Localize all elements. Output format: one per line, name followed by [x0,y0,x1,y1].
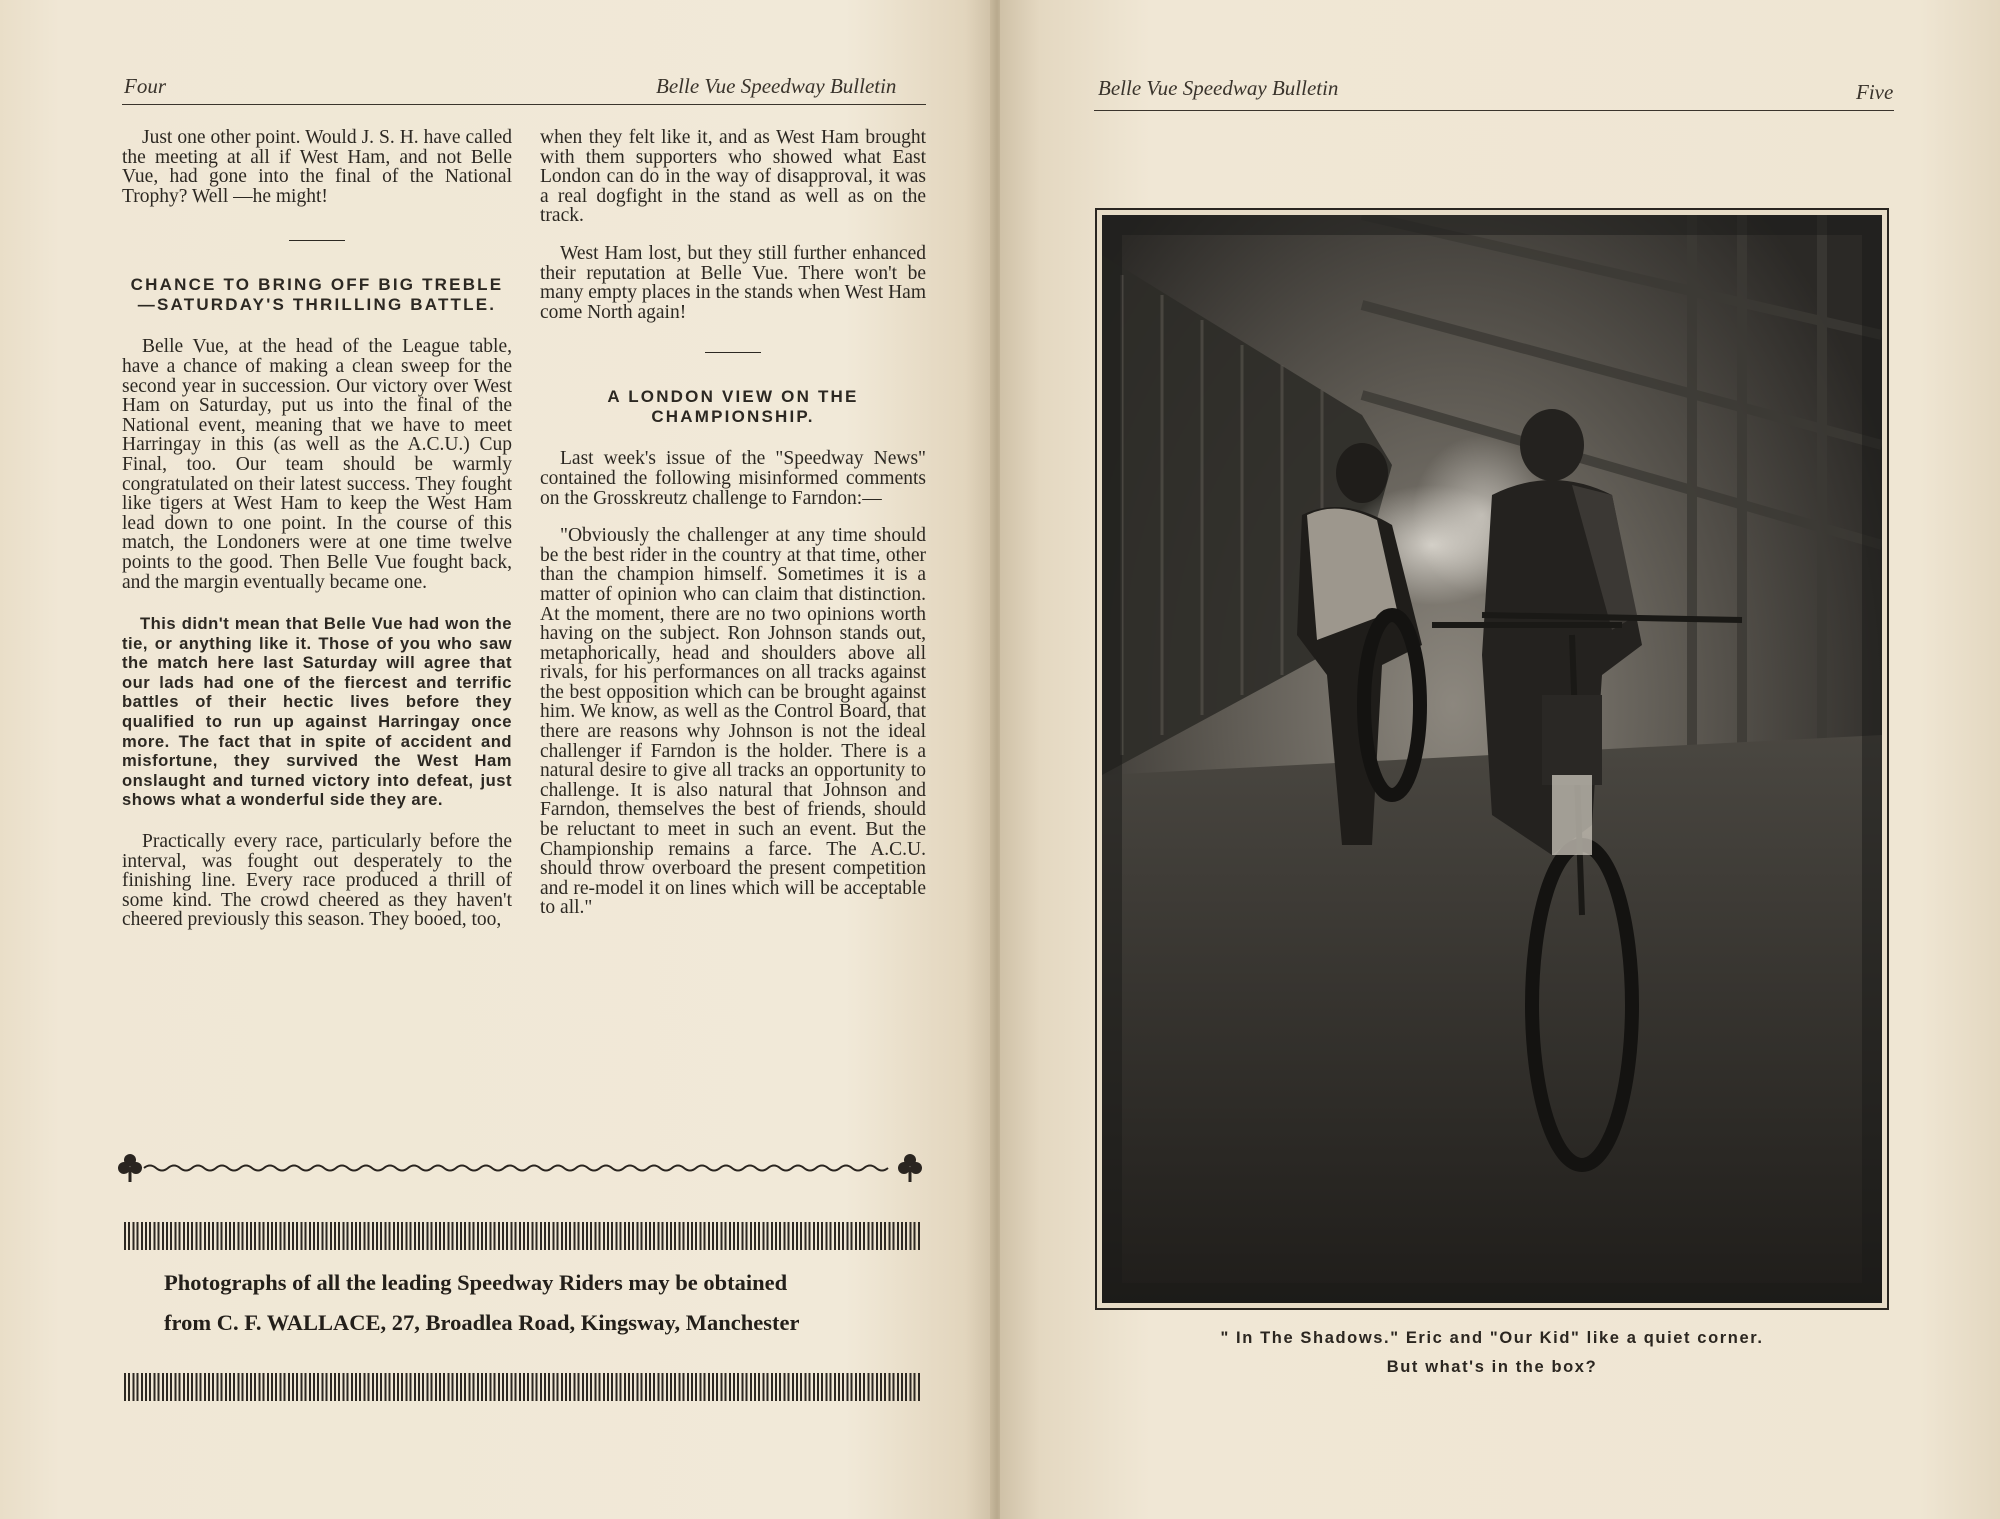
right-running-title: Belle Vue Speedway Bulletin [1098,76,1339,100]
left-column-2 [540,128,926,936]
paragraph-west-ham-lost: West Ham lost, but they still further enhanced their reputation at Belle Vue. There won't be many empty places in the stands when West Ham come North again! [540,242,926,323]
left-running-title: Belle Vue Speedway Bulletin [656,74,897,98]
right-page-number: Five [1856,80,1894,104]
ad-line-2: from C. F. WALLACE, 27, Broadlea Road, Kingsway, Manchester [164,1310,800,1335]
photo-caption-line-1: " In The Shadows." Eric and "Our Kid" like a quiet corner. [1220,1329,1764,1347]
photo-caption-line-2: But what's in the box? [1386,1358,1598,1376]
paragraph-quoted-comment: "Obviously the challenger at any time should be the best rider in the country at that time, other than the champion himself. Sometimes it is a matter of opinion who can claim that distinction. At the moment, there are no two opinions worth having on the subject. Ron Johnson stands out, metaphorically, head and shoulders above all rivals, for his performances on all tracks against the best opposition which can be brought against him. We know, as well as the Control Board, that there are reasons why Johnson is not the ideal challenger if Farndon is the holder. There is a natural desire to give all tracks an opportunity to challenge. It is also natural that Johnson and Farndon, themselves the best of friends, should be reluctant to meet in such an event. But the Championship remains a farce. The A.C.U. should throw overboard the present competition and re-model it on lines which will be acceptable to all." [540,525,926,919]
left-column-1 [122,128,512,948]
decorative-bar-bottom [124,1373,920,1401]
section-divider [289,240,345,241]
ad-line-1: Photographs of all the leading Speedway Riders may be obtained [164,1270,788,1295]
paragraph-speedway-news: Last week's issue of the "Speedway News" contained the following misinformed comments on the Grosskreutz challenge to Farndon:— [540,448,926,509]
heading-big-treble: CHANCE TO BRING OFF BIG TREBLE—SATURDAY'S THRILLING BATTLE. [130,275,504,315]
left-page-number: Four [124,74,166,98]
paragraph-every-race: Practically every race, particularly before the interval, was fought out desperately to the finishing line. Every race produced a thrill of some kind. The crowd cheered as they haven't cheered previously this season. They booed, too, [122,831,512,931]
section-divider-2 [705,352,761,353]
paragraph-belle-vue-league: Belle Vue, at the head of the League table, have a chance of making a clean sweep for the second year in succession. Our victory over West Ham on Saturday, put us into the final of the National event, meaning that we have to meet Harringay in this (as well as the A.C.U.) Cup Final, too. Our team should be warmly congratulated on their latest success. They fought like tigers at West Ham to keep the West Ham lead down to one point. In the course of this match, the Londoners were at one time twelve points to the good. Then Belle Vue fought back, and the margin eventually became one. [122,336,512,593]
decorative-bar-top [124,1222,920,1250]
photo-riders-motorcycles [1102,215,1882,1303]
photograph-in-the-shadows [1095,208,1889,1310]
right-header-rule [1094,110,1894,111]
paragraph-didnt-mean: This didn't mean that Belle Vue had won the tie, or anything like it. Those of you who saw the match here last Saturday will agree that our lads had one of the fiercest and terrific battles of their hectic lives before they qualified to run up against Harringay once more. The fact that in spite of accident and misfortune, they survived the West Ham onslaught and turned victory into defeat, just shows what a wonderful side they are. [122,614,512,810]
left-header-rule [122,104,926,105]
ornamental-divider [118,1150,922,1186]
paragraph-dogfight: when they felt like it, and as West Ham brought with them supporters who showed what East London can do in the way of disapproval, it was a real dogfight in the stand as well as on the track. [540,127,926,227]
heading-london-view: A LONDON VIEW ON THE CHAMPIONSHIP. [607,387,859,427]
paragraph-one-other-point: Just one other point. Would J. S. H. have called the meeting at all if West Ham, and not Belle Vue, had gone into the final of the National Trophy? Well —he might! [122,127,512,207]
